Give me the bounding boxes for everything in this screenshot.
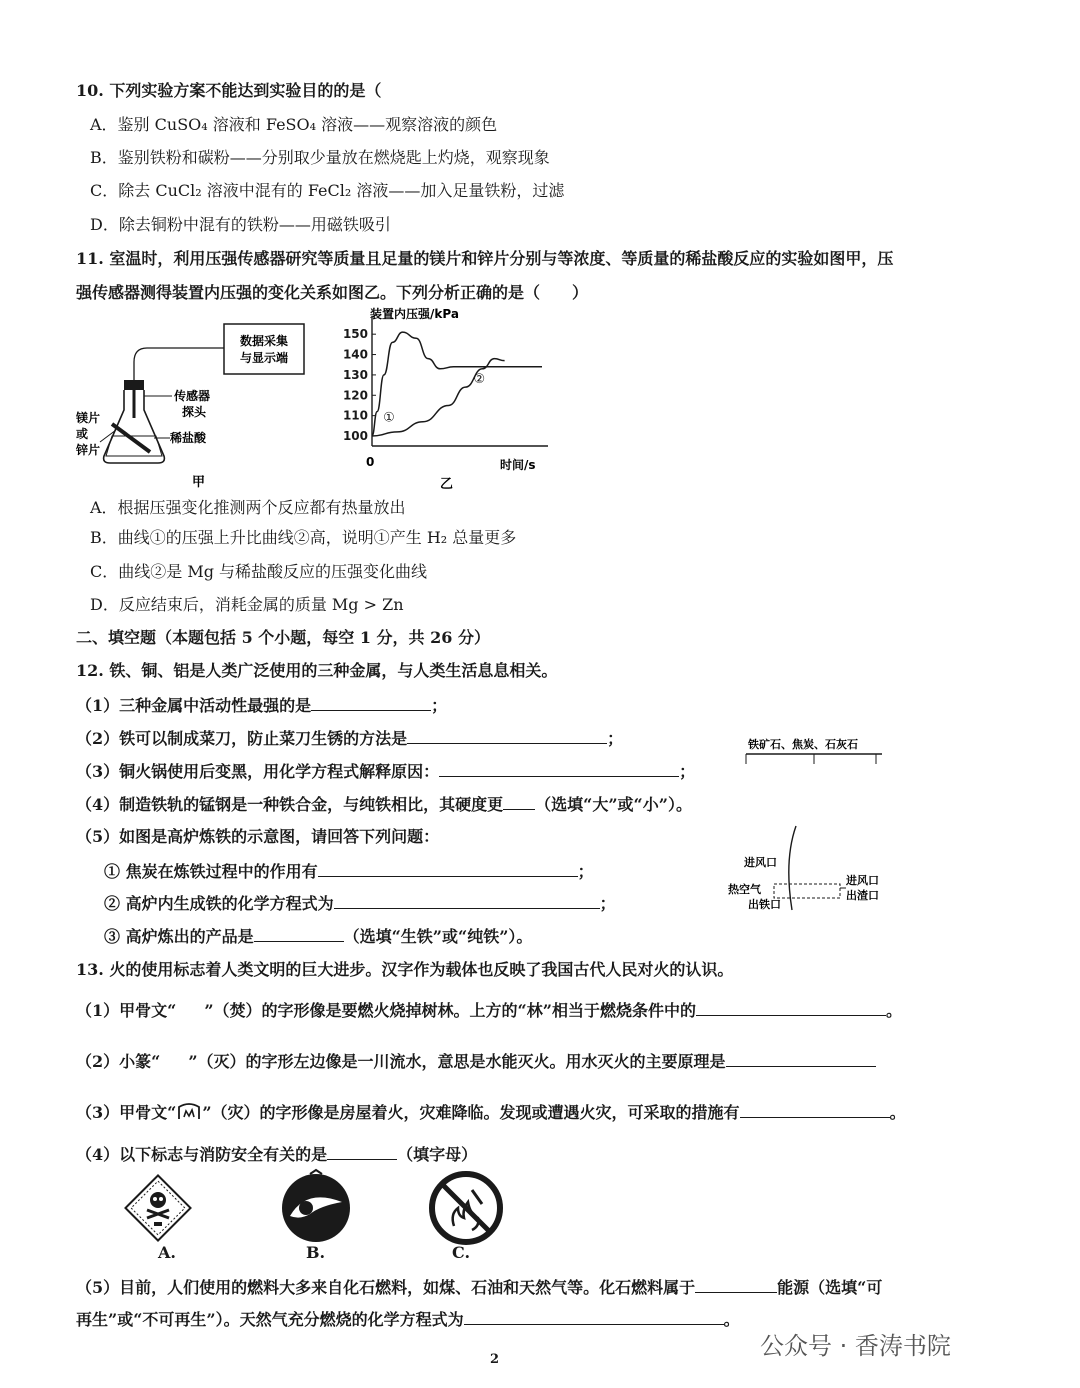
furnace-iron-out: 出铁口 (748, 898, 781, 911)
watermark: 公众号 · 香涛书院 (760, 1332, 951, 1360)
q13-part4-text: （4）以下标志与消防安全有关的是 (76, 1145, 328, 1164)
data-display-box (224, 324, 304, 374)
metal-label-2: 或 (76, 427, 89, 441)
q13-part1-blank[interactable] (696, 999, 886, 1016)
q10-option-a: A．鉴别 CuSO₄ 溶液和 FeSO₄ 溶液——观察溶液的颜色 (90, 115, 498, 134)
q12-part5-1-blank[interactable] (318, 860, 578, 877)
q12-part1-end: ； (431, 696, 448, 715)
chart-caption: 乙 (440, 477, 454, 492)
chart-origin: 0 (366, 455, 375, 469)
q13-part1-text: ”（焚）的字形像是要燃火烧掉树林。上方的“林”相当于燃烧条件中的 (204, 1001, 696, 1020)
q13-part5-line2 (76, 1308, 740, 1331)
sign-a-label: A. (158, 1243, 176, 1262)
q12-part3-blank[interactable] (439, 760, 679, 777)
metal-label-1: 镁片 (76, 411, 101, 425)
q12-part5-1-end: ； (577, 862, 594, 881)
q13-part5-end: 。 (723, 1310, 740, 1329)
q12-part5-3 (104, 925, 532, 948)
q12-part4-blank[interactable] (503, 793, 535, 810)
blast-furnace-diagram (722, 730, 902, 920)
furnace-air-in-left: 进风口 (744, 856, 777, 869)
oracle-zai-glyph (176, 1103, 202, 1121)
q13-stem: 13. 火的使用标志着人类文明的巨大进步。汉字作为载体也反映了我国古代人民对火的认识。 (76, 960, 734, 979)
y-tick-label: 110 (342, 408, 368, 423)
q13-part3-text: ”（灾）的字形像是房屋着火，灾难降临。发现或遭遇火灾，可采取的措施有 (202, 1103, 740, 1122)
q13-part1 (76, 999, 902, 1022)
q13-part4-hint: （填字母） (397, 1145, 478, 1164)
furnace-slag-out: 出渣口 (846, 889, 879, 902)
sign-c-label: C. (452, 1243, 471, 1262)
q10-option-c: C．除去 CuCl₂ 溶液中混有的 FeCl₂ 溶液——加入足量铁粉，过滤 (90, 181, 565, 200)
y-tick-label: 120 (342, 388, 368, 403)
q12-part3 (76, 760, 695, 783)
q12-part5-2-text: ② 高炉内生成铁的化学方程式为 (104, 894, 334, 913)
q13-part2-blank[interactable] (726, 1050, 876, 1067)
box-label-2: 与显示端 (239, 351, 289, 365)
stopper (124, 380, 144, 390)
q11-stem-line1: 11. 室温时，利用压强传感器研究等质量且足量的镁片和锌片分别与等浓度、等质量的稀盐酸反应的实验如图甲，压 (76, 249, 894, 268)
q12-part5-3-hint: （选填“生铁”或“纯铁”）。 (343, 927, 533, 946)
furnace-air-in-right: 进风口 (846, 874, 879, 887)
q13-part2-pre: （2）小篆“ (76, 1052, 161, 1071)
q13-part3-blank[interactable] (740, 1101, 890, 1118)
q12-part5-1-text: ① 焦炭在炼铁过程中的作用有 (104, 862, 318, 881)
q12-part1-blank[interactable] (311, 694, 431, 711)
q12-part5-2 (104, 892, 616, 915)
q12-part5-3-text: ③ 高炉炼出的产品是 (104, 927, 254, 946)
q12-stem: 12. 铁、铜、铝是人类广泛使用的三种金属，与人类生活息息相关。 (76, 661, 558, 680)
chart-ylabel: 装置内压强/kPa (370, 307, 459, 321)
q12-part2-end: ； (607, 729, 624, 748)
q12-part1-text: （1）三种金属中活动性最强的是 (76, 696, 312, 715)
q13-part5-text: （5）目前，人们使用的燃料大多来自化石燃料，如煤、石油和天然气等。化石燃料属于 (76, 1278, 696, 1297)
apparatus-diagram (72, 318, 312, 493)
y-tick-label: 130 (342, 367, 368, 382)
q10-stem: 10. 下列实验方案不能达到实验目的的是（ (76, 81, 382, 100)
q10-option-d: D．除去铜粉中混有的铁粉——用磁铁吸引 (90, 215, 391, 234)
section2-heading: 二、填空题（本题包括 5 个小题，每空 1 分，共 26 分） (76, 628, 490, 647)
q10-option-b: B．鉴别铁粉和碳粉——分别取少量放在燃烧匙上灼烧，观察现象 (90, 148, 550, 167)
q13-part1-end: 。 (885, 1001, 902, 1020)
pressure-chart (330, 302, 560, 492)
series-1-label: ① (383, 410, 395, 426)
q12-part3-end: ； (679, 762, 696, 781)
q13-part4-blank[interactable] (327, 1143, 397, 1160)
q12-part5-3-blank[interactable] (254, 925, 344, 942)
q12-part4-text: （4）制造铁轨的锰钢是一种铁合金，与纯铁相比，其硬度更 (76, 795, 504, 814)
q12-part2-text: （2）铁可以制成菜刀，防止菜刀生锈的方法是 (76, 729, 408, 748)
q12-part2-blank[interactable] (407, 727, 607, 744)
sensor-label-1: 传感器 (174, 389, 211, 403)
q11-stem-line2: 强传感器测得装置内压强的变化关系如图乙。下列分析正确的是（ ） (76, 283, 589, 302)
sensor-label-2: 探头 (182, 405, 207, 419)
page-number: 2 (490, 1352, 500, 1367)
q13-part2-text: ”（灭）的字形左边像是一川流水，意思是水能灭火。用水灭火的主要原理是 (188, 1052, 726, 1071)
q13-part1-pre: （1）甲骨文“ (76, 1001, 177, 1020)
q12-part1 (76, 694, 447, 717)
y-tick-label: 140 (342, 347, 368, 362)
q12-part3-text: （3）铜火锅使用后变黑，用化学方程式解释原因： (76, 762, 440, 781)
y-tick-label: 150 (342, 327, 368, 342)
q13-part3-pre: （3）甲骨文“ (76, 1103, 177, 1122)
chart-xlabel: 时间/s (500, 458, 536, 472)
q11-option-a: A．根据压强变化推测两个反应都有热量放出 (90, 498, 406, 517)
q13-part5-text-2: 再生”或“不可再生”）。天然气充分燃烧的化学方程式为 (76, 1310, 464, 1329)
sign-b-hazard[interactable] (276, 1168, 356, 1248)
metal-label-3: 锌片 (76, 443, 101, 457)
sign-b-label: B. (306, 1243, 326, 1262)
furnace-top-label: 铁矿石、焦炭、石灰石 (748, 738, 858, 751)
q13-part3-end: 。 (889, 1103, 906, 1122)
furnace-hot-air: 热空气 (728, 883, 761, 896)
sensor-cable (134, 348, 224, 380)
q12-part4 (76, 793, 692, 816)
q13-part3 (76, 1101, 906, 1124)
q12-part5-2-blank[interactable] (334, 892, 600, 909)
furnace-wall (789, 826, 796, 910)
acid-label: 稀盐酸 (170, 431, 207, 445)
q13-part4 (76, 1143, 477, 1166)
q13-part5-line1 (76, 1276, 882, 1299)
q11-option-b: B．曲线①的压强上升比曲线②高，说明①产生 H₂ 总量更多 (90, 528, 517, 547)
q12-part2 (76, 727, 623, 750)
q12-part5: （5）如图是高炉炼铁的示意图，请回答下列问题： (76, 827, 440, 846)
y-tick-label: 100 (342, 429, 368, 443)
sign-c-no-fire[interactable] (426, 1168, 506, 1248)
series-1-line (372, 332, 542, 436)
q11-option-c: C．曲线②是 Mg 与稀盐酸反应的压强变化曲线 (90, 562, 428, 581)
apparatus-caption: 甲 (192, 475, 206, 490)
q13-part2 (76, 1050, 876, 1073)
q12-part5-1 (104, 860, 594, 883)
q11-option-d: D．反应结束后，消耗金属的质量 Mg > Zn (90, 595, 404, 614)
series-2-label: ② (473, 372, 486, 388)
q12-part5-2-end: ； (599, 894, 616, 913)
sign-a-toxic[interactable] (118, 1168, 198, 1248)
q13-part5-blank-2[interactable] (464, 1308, 724, 1325)
box-label-1: 数据采集 (239, 334, 289, 348)
q13-part5-blank-1[interactable] (695, 1276, 777, 1293)
q13-part5-hint: 能源（选填“可 (777, 1278, 883, 1297)
q12-part4-hint: （选填“大”或“小”）。 (535, 795, 692, 814)
